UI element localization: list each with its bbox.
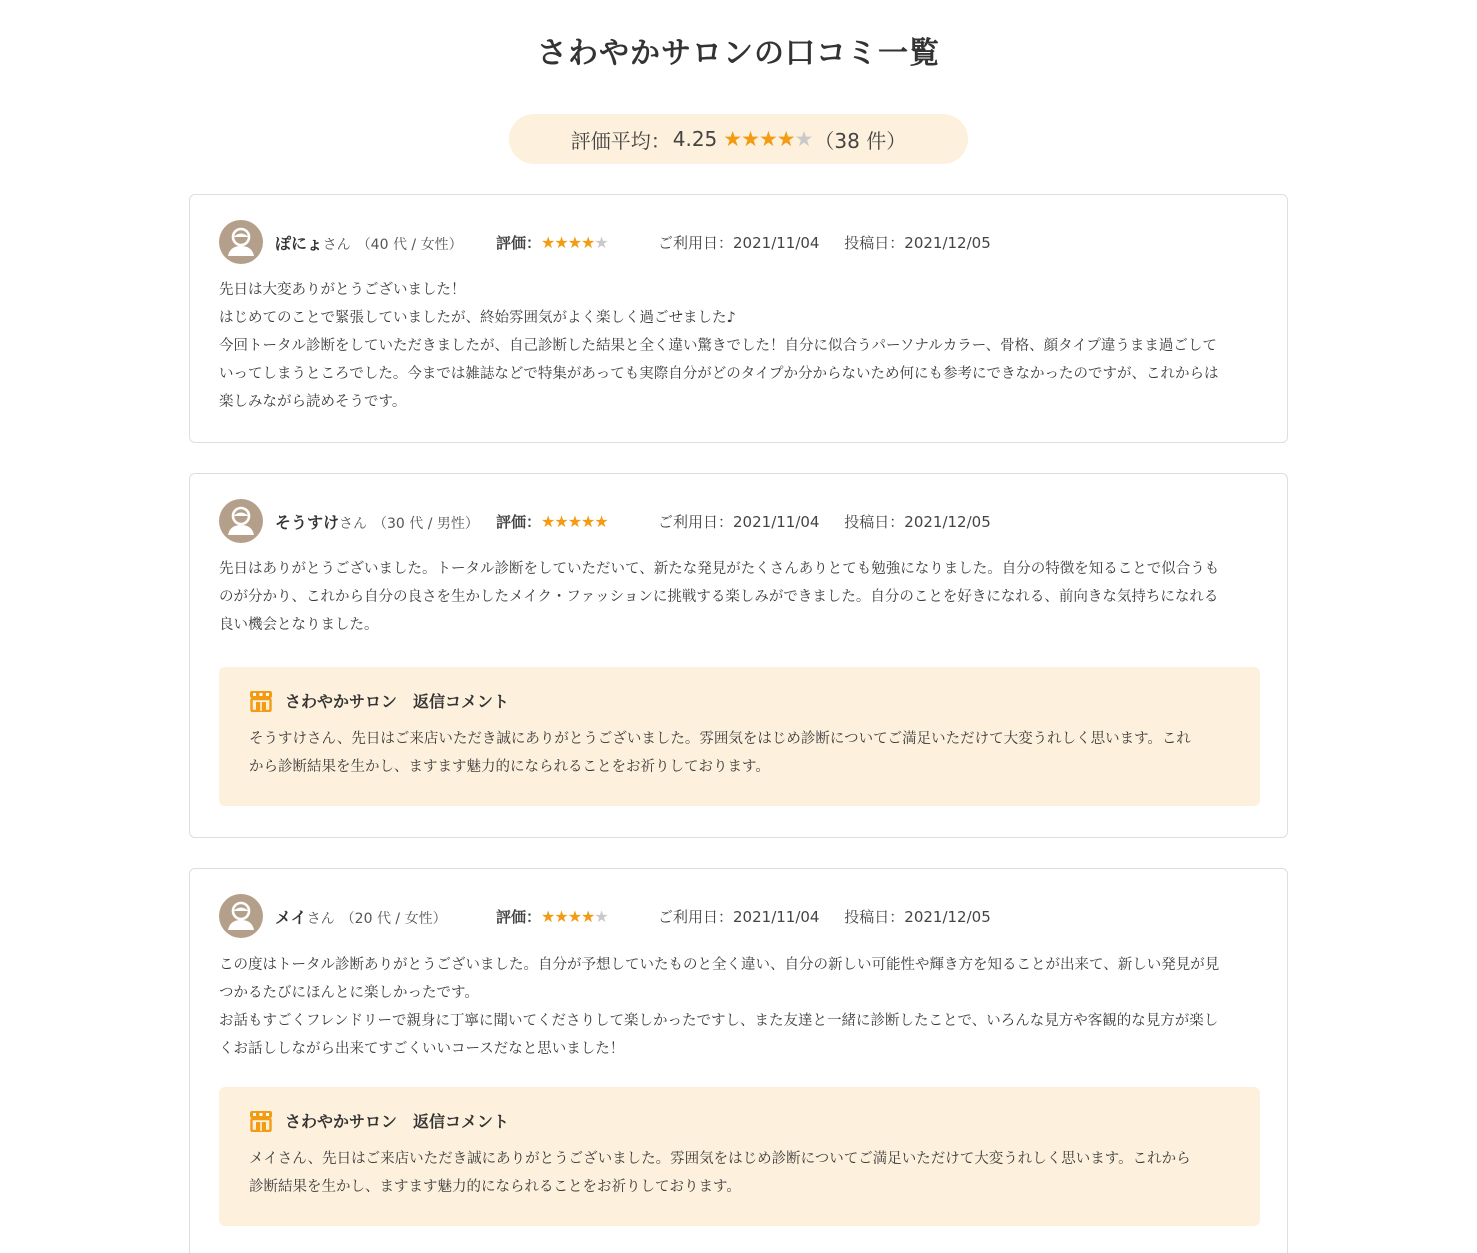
review-body-line: 良い機会となりました。 [219,617,379,633]
shop-icon [249,690,273,712]
review-count: （38 件） [814,128,907,153]
review-body [219,276,1264,416]
shop-icon [249,1110,273,1132]
used-date: 2021/11/04 [733,233,820,252]
rating-stars [541,512,608,531]
review-rating [496,511,608,532]
used-date: 2021/11/04 [733,512,820,531]
average-stars [723,127,812,151]
review-body [219,951,1264,1063]
used-date-label: ご利用日： [658,512,734,531]
review-dates [658,906,991,927]
review-body-line: のが分かり、これから自分の良さを生かしたメイク・ファッションに挑戦する楽しみができました。自分のことを好きになれる、前向きな気持ちになれる [219,589,1219,605]
reply-body-line: から診断結果を生かし、ますます魅力的になられることをお祈りしております。 [249,759,770,775]
star-empty-icon: ★ [594,232,608,252]
star-filled-icon: ★ [567,511,582,531]
review-body-line: つかるたびにほんとに楽しかったです。 [219,985,479,1001]
shop-reply [219,1087,1260,1226]
rating-stars [541,907,608,926]
reply-body-line: そうすけさん、先日はご来店いただき誠にありがとうございました。雰囲気をはじめ診断についてご満足いただけて大変うれしく思います。これ [249,731,1191,747]
reply-body-line: 診断結果を生かし、ますます魅力的になられることをお祈りしております。 [249,1179,741,1195]
star-filled-icon: ★ [581,906,595,926]
reply-shop-name: さわやかサロン [285,692,398,711]
posted-date-label: 投稿日： [844,233,905,252]
user-icon [219,220,263,264]
review-card [189,194,1288,443]
review-body-line: 楽しみながら読めそうです。 [219,394,407,410]
reviewer-meta: （30 代 / 男性） [373,515,479,532]
star-empty-icon: ★ [594,906,608,926]
star-filled-icon: ★ [723,127,742,151]
posted-date: 2021/12/05 [904,512,991,531]
review-body [219,555,1264,639]
reply-title: 返信コメント [413,1112,510,1131]
posted-date: 2021/12/05 [904,233,991,252]
average-value: 4.25 [672,127,718,151]
star-filled-icon: ★ [581,232,595,252]
review-header [219,499,1259,543]
review-body-line: 先日は大変ありがとうございました！ [219,282,466,298]
review-dates [658,232,991,253]
star-filled-icon: ★ [567,232,582,252]
review-dates [658,511,991,532]
review-rating [496,906,608,927]
star-filled-icon: ★ [554,232,568,252]
reply-header [249,1109,509,1132]
reply-body [249,1145,1234,1201]
rating-label: 評価： [496,512,542,531]
used-date-label: ご利用日： [658,907,734,926]
star-filled-icon: ★ [554,906,568,926]
average-rating-summary [509,114,968,164]
reply-title: 返信コメント [413,692,510,711]
avatar [219,220,263,264]
honorific: さん [322,236,351,253]
reviewer-name: そうすけ [275,512,340,532]
shop-reply [219,667,1260,806]
reviewer-name: メイ [275,907,307,927]
review-body-line: いってしまうところでした。今までは雑誌などで特集があっても実際自分がどのタイプか分からないため何にも参考にできなかったのですが、これからは [219,366,1219,382]
reviewer-info [275,231,463,254]
user-icon [219,499,263,543]
reviewer-meta: （20 代 / 女性） [340,910,447,927]
star-filled-icon: ★ [581,511,595,531]
rating-stars [541,233,608,252]
review-body-line: お話もすごくフレンドリーで親身に丁寧に聞いてくださりして楽しかったですし、また友達と一緒に診断したことで、いろんな見方や客観的な見方が楽し [219,1013,1219,1029]
reply-body [249,725,1234,781]
review-body-line: はじめてのことで緊張していましたが、終始雰囲気がよく楽しく過ごせました♪ [219,310,736,326]
posted-date-label: 投稿日： [844,907,905,926]
reviewer-meta: （40 代 / 女性） [356,236,463,253]
star-filled-icon: ★ [758,127,777,151]
star-filled-icon: ★ [741,127,759,151]
reply-body-line: メイさん、先日はご来店いただき誠にありがとうございました。雰囲気をはじめ診断についてご満足いただけて大変うれしく思います。これから [249,1151,1191,1167]
reply-shop-name: さわやかサロン [285,1112,398,1131]
honorific: さん [339,515,368,532]
review-body-line: くお話ししながら出来てすごくいいコースだなと思いました！ [219,1041,625,1057]
average-label: 評価平均： [570,128,671,153]
rating-label: 評価： [496,907,542,926]
reply-header [249,689,509,712]
review-header [219,894,1259,938]
star-empty-icon: ★ [794,127,813,151]
review-body-line: 先日はありがとうございました。トータル診断をしていただいて、新たな発見がたくさんありとても勉強になりました。自分の特徴を知ることで似合うも [219,561,1220,577]
review-rating [496,232,608,253]
star-filled-icon: ★ [594,511,608,531]
review-card [189,868,1288,1253]
review-body-line: この度はトータル診断ありがとうございました。自分が予想していたものと全く違い、自分の新しい可能性や輝き方を知ることが出来て、新しい発見が見 [219,957,1220,973]
posted-date-label: 投稿日： [844,512,905,531]
star-filled-icon: ★ [776,127,795,151]
user-icon [219,894,263,938]
star-filled-icon: ★ [541,511,555,531]
review-card [189,473,1288,838]
reviewer-info [275,510,479,533]
avatar [219,499,263,543]
star-filled-icon: ★ [567,906,582,926]
rating-label: 評価： [496,233,542,252]
honorific: さん [306,910,335,927]
review-body-line: 今回トータル診断をしていただきましたが、自己診断した結果と全く違い驚きでした！自分に似合うパーソナルカラー、骨格、顔タイプ違うまま過ごして [219,338,1217,354]
reviewer-name: ぽにょ [275,233,323,253]
star-filled-icon: ★ [541,232,555,252]
star-filled-icon: ★ [541,906,555,926]
reviewer-info [275,905,447,928]
used-date-label: ご利用日： [658,233,734,252]
review-header [219,220,1259,264]
star-filled-icon: ★ [554,511,568,531]
avatar [219,894,263,938]
page-title: さわやかサロンの口コミ一覧 [537,36,940,71]
posted-date: 2021/12/05 [904,907,991,926]
used-date: 2021/11/04 [733,907,820,926]
